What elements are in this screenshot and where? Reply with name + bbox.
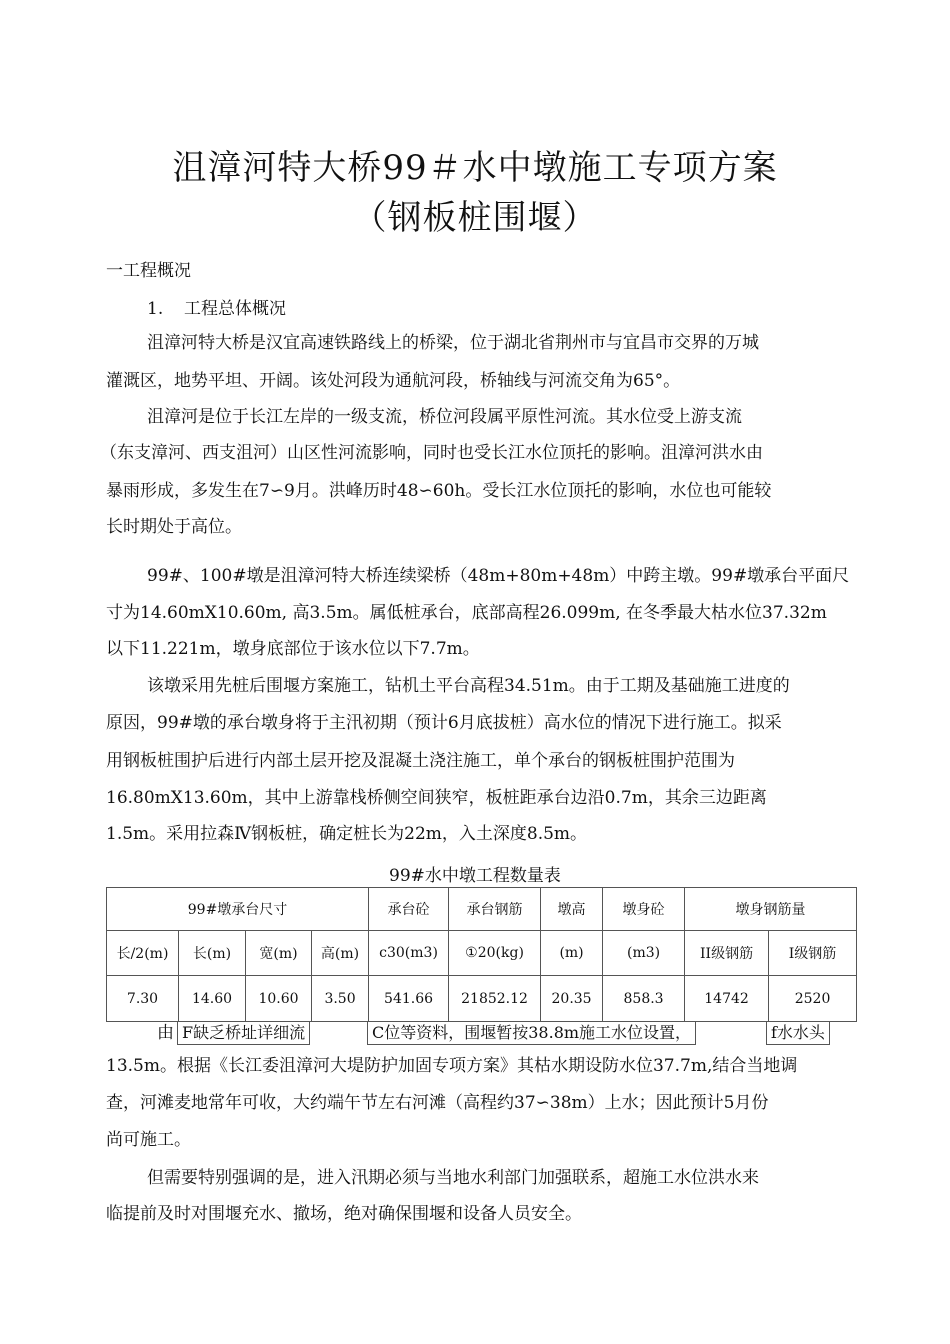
table-subheader-cell: (m3) [603, 931, 685, 976]
table-subheader-cell: 长/2(m) [107, 931, 179, 976]
paragraph-line: 沮漳河特大桥是汉宜高速铁路线上的桥梁，位于湖北省荆州市与宜昌市交界的万城 [147, 333, 759, 353]
paragraph-line: 用钢板桩围护后进行内部土层开挖及混凝土浇注施工，单个承台的钢板桩围护范围为 [106, 751, 735, 771]
table-cell: 21852.12 [449, 976, 541, 1022]
paragraph-line: 查，河滩麦地常年可收，大约端午节左右河滩（高程约37∽38m）上水；因此预计5月份 [106, 1093, 769, 1113]
table-cell: 3.50 [312, 976, 369, 1022]
subsection-number: 1. [147, 299, 164, 319]
table-cell: 858.3 [603, 976, 685, 1022]
table-subheader-cell: ①20(kg) [449, 931, 541, 976]
table-cell: 10.60 [246, 976, 312, 1022]
section-heading: 一工程概况 [106, 261, 191, 281]
table-cell: 541.66 [369, 976, 449, 1022]
paragraph-fragment-box: C位等资料，围堰暂按38.8m施工水位设置， [367, 1022, 696, 1045]
subsection-heading: 工程总体概况 [184, 299, 286, 319]
table-cell: 14.60 [179, 976, 246, 1022]
table-subheader-cell: (m) [541, 931, 603, 976]
table-cell: 7.30 [107, 976, 179, 1022]
paragraph-line: 尚可施工。 [106, 1130, 191, 1150]
table-subheader-cell: I级钢筋 [769, 931, 857, 976]
table-subheader-cell: 长(m) [179, 931, 246, 976]
document-title-line2: （钢板桩围堰） [352, 198, 598, 238]
paragraph-line: 13.5m。根据《长江委沮漳河大堤防护加固专项方案》其枯水期设防水位37.7m,结合当地调 [106, 1056, 798, 1076]
table-subheader-cell: 高(m) [312, 931, 369, 976]
paragraph-line: 以下11.221m，墩身底部位于该水位以下7.7m。 [106, 639, 480, 659]
table-cell: 2520 [769, 976, 857, 1022]
paragraph-line: 原因，99#墩的承台墩身将于主汛初期（预计6月底拔桩）高水位的情况下进行施工。拟采 [106, 713, 782, 733]
table-subheader-cell: c30(m3) [369, 931, 449, 976]
table-header-cell: 墩高 [541, 888, 603, 931]
paragraph-line: 1.5m。采用拉森Ⅳ钢板桩，确定桩长为22m，入土深度8.5m。 [106, 824, 588, 844]
paragraph-line: 灌溉区，地势平坦、开阔。该处河段为通航河段，桥轴线与河流交角为65°。 [106, 371, 681, 391]
table-subheader-cell: II级钢筋 [685, 931, 769, 976]
paragraph-line: 但需要特别强调的是，进入汛期必须与当地水利部门加强联系，超施工水位洪水来 [147, 1168, 759, 1188]
paragraph-line: 临提前及时对围堰充水、撤场，绝对确保围堰和设备人员安全。 [106, 1204, 582, 1224]
table-header-group: 墩身钢筋量 [685, 888, 857, 931]
paragraph-line: 暴雨形成，多发生在7∽9月。洪峰历时48∽60h。受长江水位顶托的影响，水位也可能较 [106, 481, 772, 501]
quantity-table [106, 887, 857, 1022]
table-header-cell: 承台砼 [369, 888, 449, 931]
document-title-line1: 沮漳河特大桥99＃水中墩施工专项方案 [172, 148, 778, 188]
paragraph-line: 16.80mX13.60m，其中上游靠栈桥侧空间狭窄，板桩距承台边沿0.7m，其余三边距离 [106, 788, 767, 808]
paragraph-fragment-box: F缺乏桥址详细流 [177, 1022, 310, 1045]
table-header-cell: 承台钢筋 [449, 888, 541, 931]
paragraph-fragment: 由 [157, 1023, 174, 1043]
paragraph-line: 寸为14.60mX10.60m, 高3.5m。属低桩承台，底部高程26.099m, 在冬季最大枯水位37.32m [106, 603, 827, 623]
table-cell: 14742 [685, 976, 769, 1022]
paragraph-line: 该墩采用先桩后围堰方案施工，钻机土平台高程34.51m。由于工期及基础施工进度的 [147, 676, 790, 696]
table-header-cell: 墩身砼 [603, 888, 685, 931]
paragraph-line: 99#、100#墩是沮漳河特大桥连续梁桥（48m+80m+48m）中跨主墩。99#墩承台平面尺 [147, 566, 850, 586]
table-header-group: 99#墩承台尺寸 [107, 888, 369, 931]
table-title: 99#水中墩工程数量表 [389, 866, 561, 886]
table-cell: 20.35 [541, 976, 603, 1022]
paragraph-line: 长时期处于高位。 [106, 517, 242, 537]
paragraph-fragment-box: f水水头 [766, 1022, 830, 1045]
paragraph-line: （东支漳河、西支沮河）山区性河流影响，同时也受长江水位顶托的影响。沮漳河洪水由 [100, 443, 763, 463]
table-subheader-cell: 宽(m) [246, 931, 312, 976]
paragraph-line: 沮漳河是位于长江左岸的一级支流，桥位河段属平原性河流。其水位受上游支流 [147, 407, 742, 427]
